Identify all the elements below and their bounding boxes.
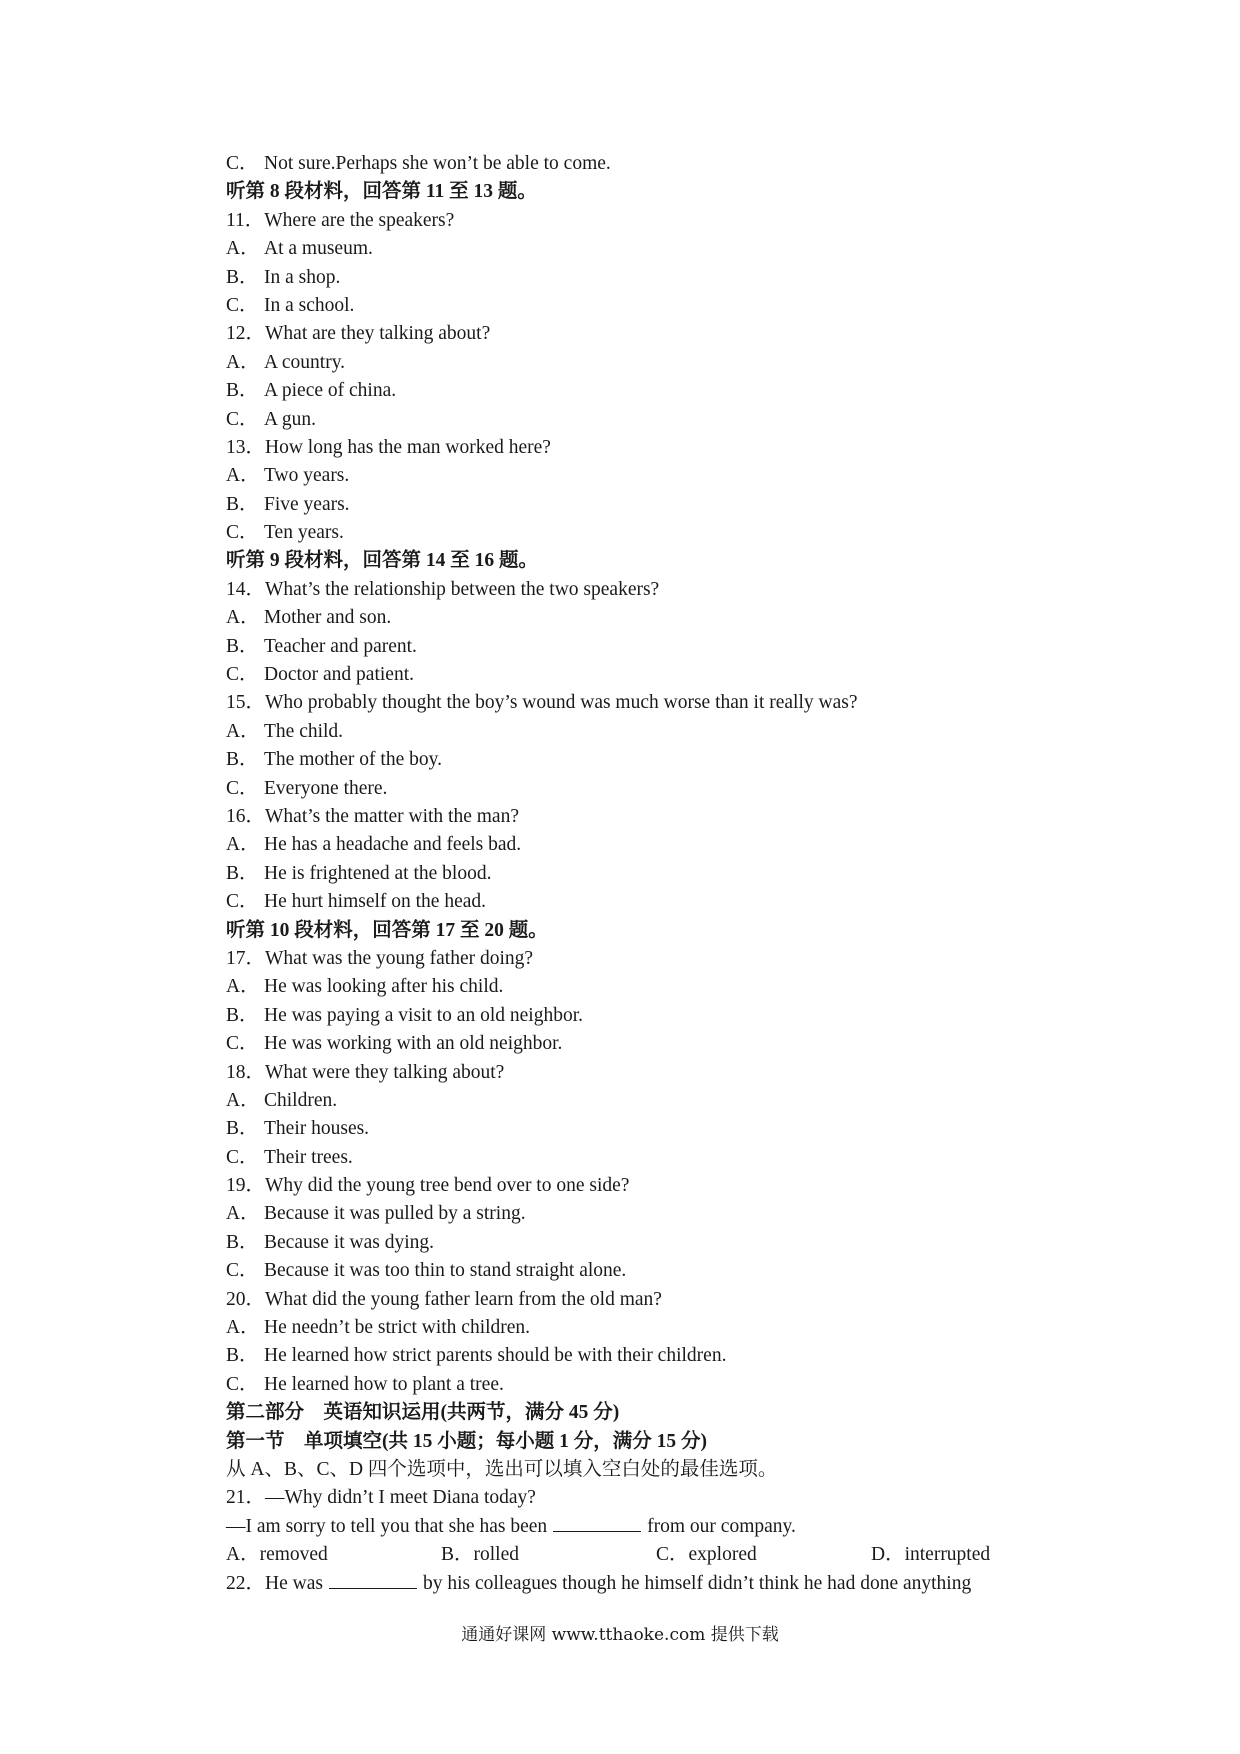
option-letter: C． (226, 1033, 259, 1055)
option-text: He learned how strict parents should be with their children. (264, 1345, 727, 1367)
option-cell: B．rolled (441, 1544, 519, 1566)
option-text: He was working with an old neighbor. (264, 1033, 563, 1055)
option-text: He is frightened at the blood. (264, 862, 492, 884)
option-letter: A． (226, 1317, 260, 1339)
option-letter: C． (226, 408, 259, 430)
option-text: The mother of the boy. (264, 749, 442, 771)
text-before-blank: —I am sorry to tell you that she has been (226, 1515, 548, 1537)
question (226, 1059, 1086, 1087)
blank-line (329, 1570, 417, 1589)
option-cell: D．interrupted (871, 1544, 991, 1566)
answer-option (226, 1229, 1086, 1257)
option-letter: A． (226, 834, 260, 856)
question-number: 21． (226, 1487, 266, 1509)
option-letter: C． (226, 153, 259, 174)
option-text: Children. (264, 1089, 338, 1111)
question (226, 1484, 1086, 1512)
option-text: Everyone there. (264, 777, 388, 799)
page-footer: 通通好课网 www.tthaoke.com 提供下载 (461, 1625, 779, 1645)
answer-option (226, 1002, 1086, 1030)
text-after-blank: from our company. (647, 1515, 796, 1537)
option-text: Five years. (264, 493, 350, 515)
answer-option (226, 604, 1086, 632)
option-letter: B． (226, 266, 259, 288)
question-text: What were they talking about? (265, 1061, 505, 1083)
instruction-text: 从 A、B、C、D 四个选项中，选出可以填入空白处的最佳选项。 (226, 1458, 778, 1480)
answer-option (226, 491, 1086, 519)
option-letter: A． (226, 1203, 260, 1225)
answer-option (226, 377, 1086, 405)
answer-option (226, 831, 1086, 859)
option-letter: B． (226, 493, 259, 515)
answer-option (226, 235, 1086, 263)
question-text: Who probably thought the boy’s wound was much worse than it really was? (265, 692, 858, 714)
option-letter: B． (226, 1118, 259, 1140)
answer-option (226, 1115, 1086, 1143)
section-heading: 听第 9 段材料，回答第 14 至 16 题。 (226, 550, 539, 572)
question-text: What are they talking about? (265, 323, 491, 345)
answer-option (226, 150, 1086, 178)
answer-option (226, 746, 1086, 774)
option-cell: C．explored (656, 1544, 757, 1566)
question-number: 15． (226, 692, 266, 714)
option-letter: A． (226, 976, 260, 998)
option-text: He hurt himself on the head. (264, 891, 487, 913)
question (226, 945, 1086, 973)
question-text: What’s the relationship between the two speakers? (265, 578, 660, 600)
question-text: Why did the young tree bend over to one side? (265, 1175, 630, 1197)
question (226, 689, 1086, 717)
answer-option (226, 264, 1086, 292)
option-letter: B． (226, 862, 259, 884)
option-text: Two years. (264, 465, 350, 487)
option-text: He was looking after his child. (264, 976, 504, 998)
answer-option (226, 462, 1086, 490)
section-heading: 第一节 单项填空(共 15 小题；每小题 1 分，满分 15 分) (226, 1430, 707, 1452)
option-text: He was paying a visit to an old neighbor. (264, 1004, 583, 1026)
option-letter: C． (226, 294, 259, 316)
question-number: 17． (226, 947, 266, 969)
option-text: A country. (264, 351, 346, 373)
question-text: What’s the matter with the man? (265, 805, 519, 827)
option-letter: B． (226, 380, 259, 402)
question-number: 19． (226, 1175, 266, 1197)
question (226, 1286, 1086, 1314)
question (226, 207, 1086, 235)
option-text: Teacher and parent. (264, 635, 417, 657)
option-letter: B． (226, 1004, 259, 1026)
option-letter: A． (226, 607, 260, 629)
blank-line (553, 1513, 641, 1532)
option-letter: C． (226, 777, 259, 799)
question-number: 22． (226, 1572, 266, 1594)
option-letter: C． (226, 1260, 259, 1282)
answer-option (226, 349, 1086, 377)
section-heading: 第二部分 英语知识运用(共两节，满分 45 分) (226, 1402, 620, 1424)
answer-option (226, 860, 1086, 888)
option-letter: B． (226, 749, 259, 771)
option-text: A piece of china. (264, 380, 397, 402)
text-after-blank: by his colleagues though he himself didn’t think he had done anything (422, 1572, 972, 1594)
question (226, 1570, 1086, 1598)
option-text: He needn’t be strict with children. (264, 1317, 531, 1339)
answer-option (226, 1200, 1086, 1228)
option-text: A gun. (264, 408, 317, 430)
option-letter: B． (226, 1231, 259, 1253)
answer-option (226, 1314, 1086, 1342)
option-text: In a shop. (264, 266, 341, 288)
option-letter: A． (226, 351, 260, 373)
answer-option (226, 1371, 1086, 1399)
option-text: Doctor and patient. (264, 664, 414, 686)
option-letter: A． (226, 465, 260, 487)
option-letter: B． (226, 635, 259, 657)
question-number: 14． (226, 578, 266, 600)
answer-option (226, 1342, 1086, 1370)
answer-option (226, 661, 1086, 689)
section-heading: 听第 8 段材料，回答第 11 至 13 题。 (226, 181, 537, 203)
option-text: He has a headache and feels bad. (264, 834, 522, 856)
section-heading: 听第 10 段材料，回答第 17 至 20 题。 (226, 919, 548, 941)
exam-page-content (226, 150, 1086, 1598)
question-number: 20． (226, 1288, 266, 1310)
question-text: —Why didn’t I meet Diana today? (265, 1487, 536, 1509)
text-before-blank: He was (265, 1572, 323, 1594)
option-letter: A． (226, 238, 260, 260)
option-letter: C． (226, 1146, 259, 1168)
option-row (226, 1541, 1086, 1569)
question-text: What was the young father doing? (265, 947, 534, 969)
option-text: The child. (264, 720, 344, 742)
option-text: Mother and son. (264, 607, 392, 629)
question-number: 13． (226, 436, 266, 458)
answer-option (226, 973, 1086, 1001)
option-letter: C． (226, 891, 259, 913)
question-number: 18． (226, 1061, 266, 1083)
option-letter: C． (226, 1373, 259, 1395)
question (226, 576, 1086, 604)
answer-option (226, 519, 1086, 547)
answer-option (226, 888, 1086, 916)
dialogue-line (226, 1513, 1086, 1541)
option-text: At a museum. (264, 238, 373, 260)
answer-option (226, 1144, 1086, 1172)
question (226, 434, 1086, 462)
question-text: What did the young father learn from the old man? (265, 1288, 662, 1310)
answer-option (226, 1257, 1086, 1285)
answer-option (226, 406, 1086, 434)
option-text: In a school. (264, 294, 355, 316)
option-letter: B． (226, 1345, 259, 1367)
question-number: 12． (226, 323, 266, 345)
answer-option (226, 1030, 1086, 1058)
question (226, 1172, 1086, 1200)
answer-option (226, 775, 1086, 803)
answer-option (226, 633, 1086, 661)
option-cell: A．removed (226, 1544, 328, 1566)
option-letter: C． (226, 522, 259, 544)
option-text: Ten years. (264, 522, 344, 544)
question (226, 320, 1086, 348)
option-text: Their trees. (264, 1146, 353, 1168)
option-letter: A． (226, 720, 260, 742)
option-letter: A． (226, 1089, 260, 1111)
option-text: Because it was dying. (264, 1231, 435, 1253)
question (226, 803, 1086, 831)
question-text: How long has the man worked here? (265, 436, 551, 458)
option-text: Because it was too thin to stand straight alone. (264, 1260, 627, 1282)
question-text: Where are the speakers? (264, 209, 455, 231)
option-text: Their houses. (264, 1118, 370, 1140)
answer-option (226, 1087, 1086, 1115)
option-text: Because it was pulled by a string. (264, 1203, 526, 1225)
option-text: He learned how to plant a tree. (264, 1373, 504, 1395)
question-number: 16． (226, 805, 266, 827)
question-number: 11． (226, 209, 265, 231)
answer-option (226, 292, 1086, 320)
option-letter: C． (226, 664, 259, 686)
option-text: Not sure.Perhaps she won’t be able to come. (264, 153, 611, 174)
answer-option (226, 718, 1086, 746)
